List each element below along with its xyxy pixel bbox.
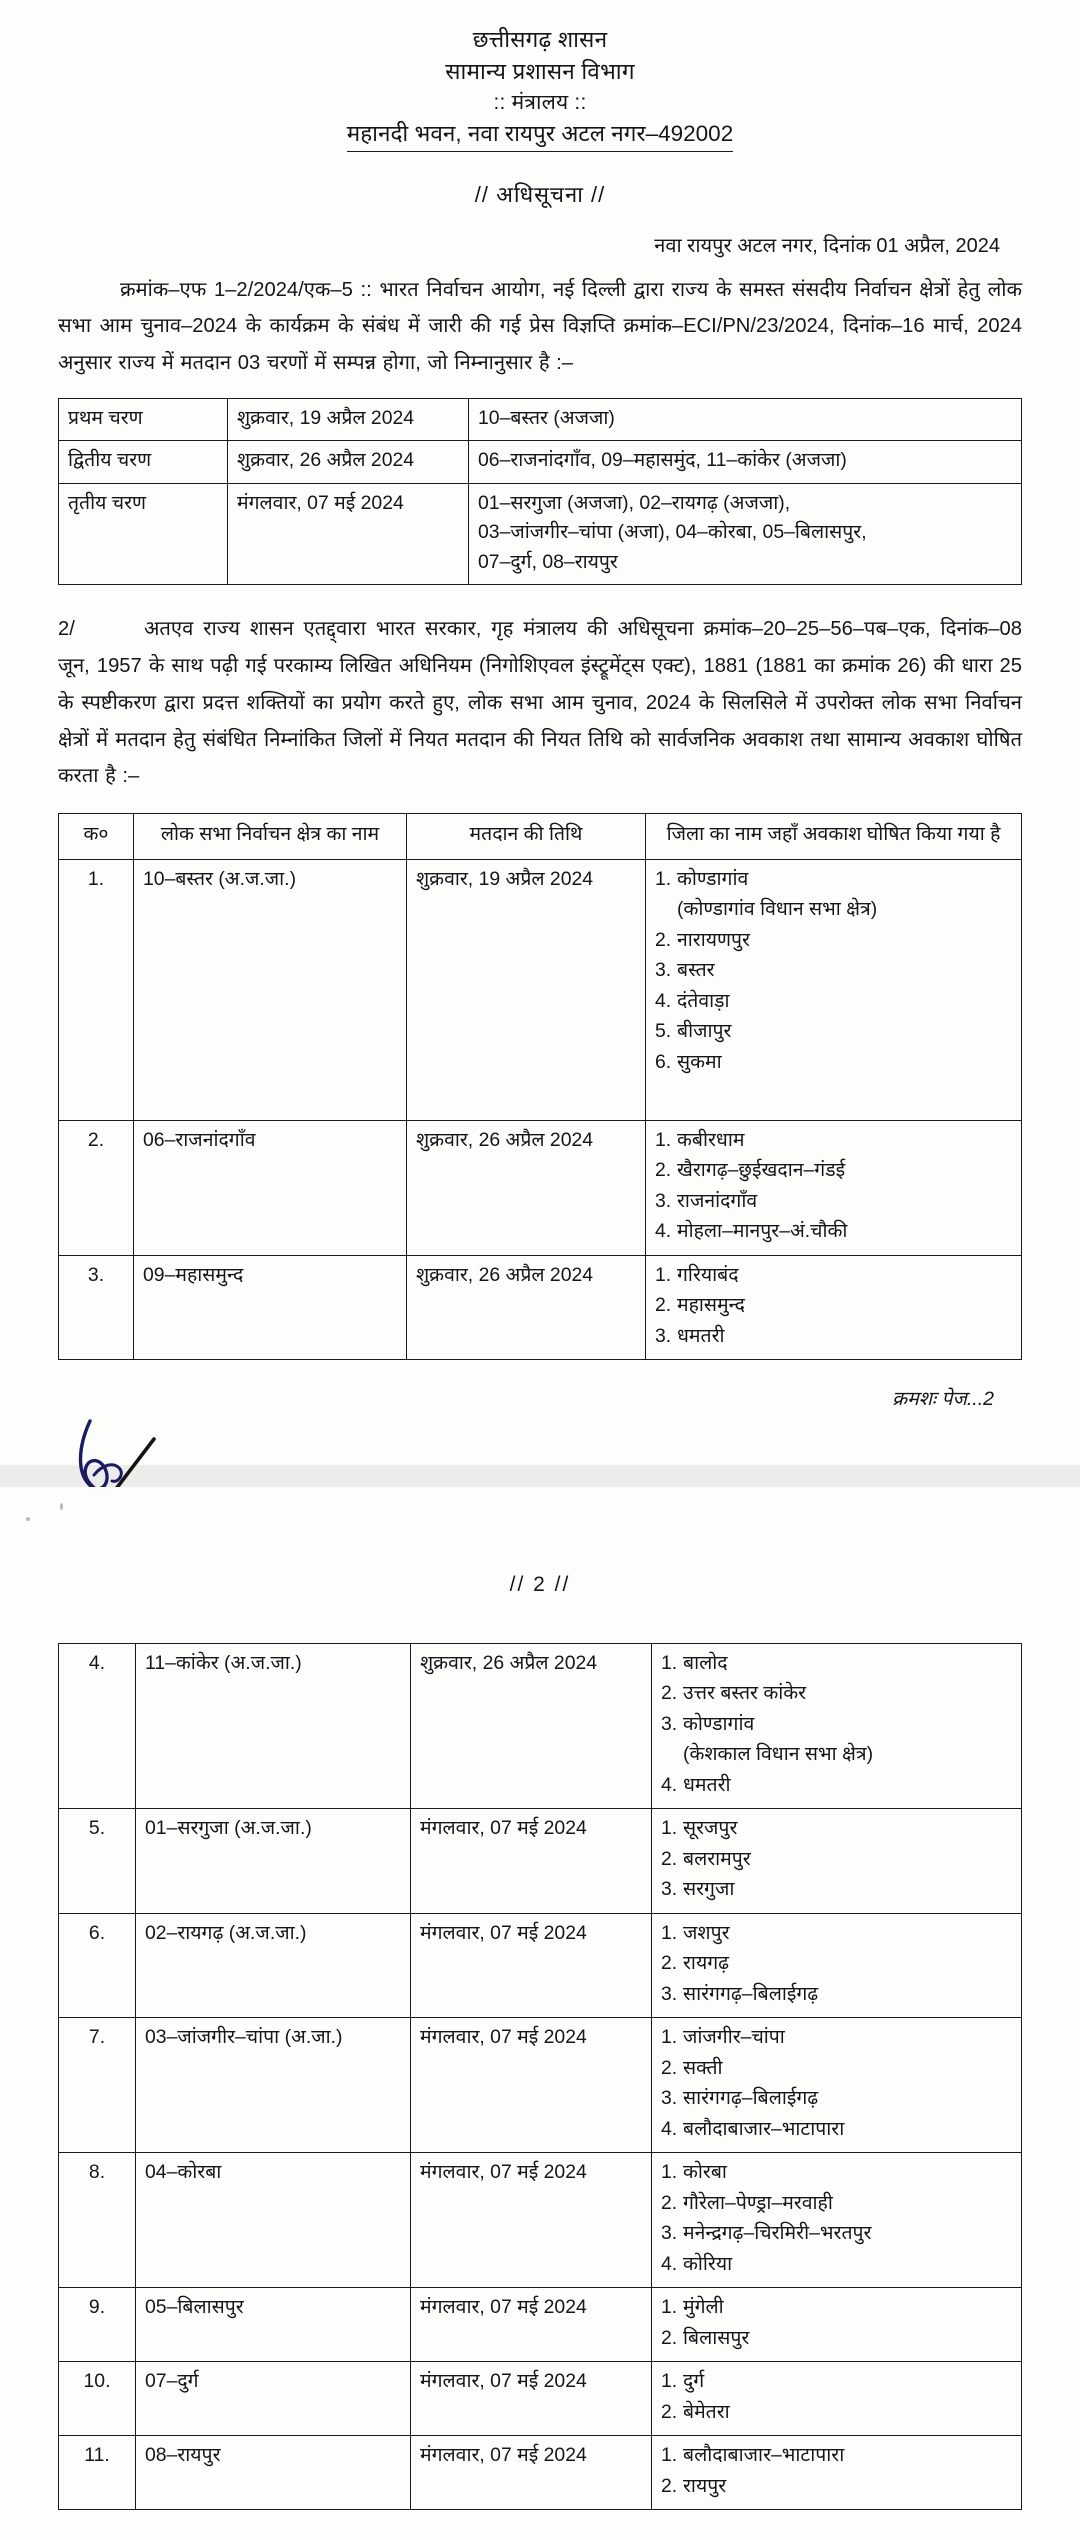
row-constituency: 02–रायगढ़ (अ.ज.जा.) — [136, 1913, 411, 2017]
row-districts — [652, 1644, 1022, 1809]
phase-label: प्रथम चरण — [59, 398, 228, 440]
list-item — [655, 926, 1012, 956]
district-name: खैरागढ़–छुईखदान–गंडई — [677, 1159, 846, 1182]
list-item — [655, 865, 1012, 895]
list-number: 1. — [661, 1817, 678, 1840]
table-row — [59, 2153, 1022, 2288]
list-item — [661, 2189, 1012, 2219]
list-number: 2. — [661, 1682, 678, 1705]
list-number: 2. — [661, 1952, 678, 1975]
table-row — [59, 1913, 1022, 2017]
list-item — [661, 2441, 1012, 2471]
row-sno: 7. — [59, 2018, 136, 2153]
table-header-row — [59, 814, 1022, 859]
district-name: बीजापुर — [677, 1020, 732, 1043]
list-number: 1. — [661, 1921, 678, 1944]
phase-constituencies — [469, 398, 1022, 440]
district-name: सक्ती — [683, 2056, 723, 2079]
district-name: कोरिया — [683, 2252, 733, 2275]
holiday-table-page1 — [58, 813, 1022, 1360]
document-page-2 — [0, 1487, 1080, 2540]
list-number: 4. — [655, 989, 672, 1012]
row-constituency: 07–दुर्ग — [136, 2362, 411, 2436]
district-name: दुर्ग — [683, 2370, 705, 2393]
phase-date: शुक्रवार, 19 अप्रैल 2024 — [228, 398, 469, 440]
district-name: सुकमा — [677, 1050, 722, 1073]
list-item — [661, 2084, 1012, 2114]
row-constituency: 03–जांजगीर–चांपा (अ.जा.) — [136, 2018, 411, 2153]
district-name: मनेन्द्रगढ़–चिरमिरी–भरतपुर — [683, 2222, 872, 2245]
list-item — [655, 1291, 1012, 1321]
government-name: छत्तीसगढ़ शासन — [472, 27, 608, 52]
list-item — [661, 1679, 1012, 1709]
district-name: नारायणपुर — [677, 928, 750, 951]
row-poll-date: मंगलवार, 07 मई 2024 — [411, 2362, 652, 2436]
list-number: 2. — [655, 928, 672, 951]
list-number: 4. — [655, 1220, 672, 1243]
phase-label: तृतीय चरण — [59, 483, 228, 584]
district-list — [661, 2441, 1012, 2502]
row-constituency: 10–बस्तर (अ.ज.जा.) — [134, 859, 407, 1120]
row-constituency: 05–बिलासपुर — [136, 2288, 411, 2362]
scan-speck — [60, 1503, 63, 1510]
row-constituency: 08–रायपुर — [136, 2436, 411, 2510]
list-item — [655, 1048, 1012, 1078]
list-item — [661, 1649, 1012, 1679]
list-number: 3. — [655, 959, 672, 982]
list-item — [661, 2219, 1012, 2249]
district-list — [661, 1649, 1012, 1801]
district-name: बलौदाबाजार–भाटापारा — [683, 2117, 845, 2140]
row-sno: 11. — [59, 2436, 136, 2510]
list-item — [655, 956, 1012, 986]
list-number: 2. — [661, 2056, 678, 2079]
list-number: 1. — [655, 1128, 672, 1151]
row-poll-date: मंगलवार, 07 मई 2024 — [411, 2153, 652, 2288]
row-sno: 10. — [59, 2362, 136, 2436]
district-list — [661, 2023, 1012, 2145]
list-number: 1. — [661, 2370, 678, 2393]
list-item — [661, 2115, 1012, 2145]
list-item — [661, 2054, 1012, 2084]
district-name: राजनांदगॉंव — [677, 1189, 758, 1212]
column-header-districts: जिला का नाम जहॉं अवकाश घोषित किया गया है — [646, 814, 1022, 859]
row-sno: 9. — [59, 2288, 136, 2362]
list-item — [661, 1710, 1012, 1740]
list-number: 2. — [661, 2474, 678, 2497]
list-item — [655, 987, 1012, 1017]
list-item — [661, 1980, 1012, 2010]
row-constituency: 11–कांकेर (अ.ज.जा.) — [136, 1644, 411, 1809]
paragraph-2-wrapper — [58, 611, 1022, 795]
district-name: मोहला–मानपुर–अं.चौकी — [677, 1220, 848, 1243]
row-sno: 2. — [59, 1120, 134, 1255]
district-name: सूरजपुर — [683, 1817, 738, 1840]
row-sno: 6. — [59, 1913, 136, 2017]
list-number: 1. — [661, 2161, 678, 2184]
row-poll-date: मंगलवार, 07 मई 2024 — [411, 2288, 652, 2362]
district-name: बलौदाबाजार–भाटापारा — [683, 2444, 845, 2467]
list-number: 2. — [661, 2326, 678, 2349]
district-name: जशपुर — [683, 1921, 730, 1944]
list-number: 5. — [655, 1020, 672, 1043]
list-item — [655, 1217, 1012, 1247]
list-number: 1. — [655, 867, 672, 890]
district-list — [655, 1261, 1012, 1352]
table-row — [59, 1120, 1022, 1255]
list-number: 2. — [655, 1159, 672, 1182]
notification-title: // अधिसूचना // — [474, 181, 606, 207]
row-districts — [646, 859, 1022, 1120]
phase-date: शुक्रवार, 26 अप्रैल 2024 — [228, 441, 469, 483]
district-name: बालोद — [683, 1652, 728, 1674]
district-list — [661, 1919, 1012, 2010]
district-name: कोरबा — [683, 2161, 727, 2184]
row-constituency: 01–सरगुजा (अ.ज.जा.) — [136, 1809, 411, 1913]
paragraph-1: क्रमांक–एफ 1–2/2024/एक–5 :: भारत निर्वाचन आयोग, नई दिल्ली द्वारा राज्य के समस्त संसदीय निर्वाचन क्षेत्रों हेतु लोक सभा आम चुनाव–2024 के कार्यक्रम के संबंध में जारी की गई प्रेस विज्ञप्ति क्रमांक–ECI/PN/23/2024, दिनांक–16 मार्च, 2024 अनुसार राज्य में मतदान 03 चरणों में सम्पन्न होगा, जो निम्नानुसार है :– — [58, 278, 1022, 375]
district-name: कोण्डागांव — [677, 867, 749, 890]
district-list — [655, 865, 1012, 1078]
district-name: बिलासपुर — [683, 2326, 750, 2349]
list-number: 4. — [661, 1773, 678, 1796]
holiday-table-body — [59, 1644, 1022, 2510]
row-sno: 4. — [59, 1644, 136, 1809]
district-name: रायपुर — [683, 2474, 727, 2497]
list-number: 3. — [655, 1189, 672, 1212]
list-number: 4. — [661, 2117, 678, 2140]
district-name: बेमेतरा — [683, 2400, 730, 2423]
row-poll-date: मंगलवार, 07 मई 2024 — [411, 1809, 652, 1913]
list-number: 1. — [661, 2026, 678, 2049]
column-header-poll-date: मतदान की तिथि — [407, 814, 646, 859]
constituency-line: 10–बस्तर (अजजा) — [478, 406, 615, 429]
list-item — [661, 1814, 1012, 1844]
list-number: 2. — [661, 1847, 678, 1870]
district-name: सरगुजा — [683, 1878, 735, 1901]
list-item — [661, 1949, 1012, 1979]
table-row — [59, 1809, 1022, 1913]
row-districts — [652, 2288, 1022, 2362]
holiday-table-page2 — [58, 1643, 1022, 2510]
district-name: महासमुन्द — [677, 1294, 745, 1317]
table-row — [59, 859, 1022, 1120]
scan-speck — [26, 1517, 30, 1521]
list-item — [655, 1126, 1012, 1156]
list-item-sub: (केशकाल विधान सभा क्षेत्र) — [683, 1743, 874, 1766]
row-constituency: 09–महासमुन्द — [134, 1255, 407, 1359]
list-item — [661, 1771, 1012, 1801]
row-poll-date: मंगलवार, 07 मई 2024 — [411, 1913, 652, 2017]
list-number: 1. — [655, 1263, 672, 1286]
constituency-line: 07–दुर्ग, 08–रायपुर — [478, 550, 618, 573]
row-sno: 8. — [59, 2153, 136, 2288]
row-districts — [646, 1255, 1022, 1359]
district-name: धमतरी — [683, 1773, 731, 1796]
list-number: 1. — [661, 2444, 678, 2467]
constituency-line: 03–जांजगीर–चांपा (अजा), 04–कोरबा, 05–बिलासपुर, — [478, 521, 867, 544]
phase-label: द्वितीय चरण — [59, 441, 228, 483]
district-name: धमतरी — [677, 1324, 725, 1347]
table-row — [59, 398, 1022, 440]
constituency-line: 01–सरगुजा (अजजा), 02–रायगढ़ (अजजा), — [478, 491, 791, 514]
phase-schedule-table — [58, 398, 1022, 585]
list-item — [655, 1017, 1012, 1047]
district-name: रायगढ़ — [683, 1952, 730, 1975]
table-row — [59, 2436, 1022, 2510]
list-number: 3. — [661, 1982, 678, 2005]
list-number: 3. — [661, 1878, 678, 1901]
district-name: गौरेला–पेण्ड्रा–मरवाही — [683, 2191, 833, 2214]
district-list — [661, 1814, 1012, 1905]
list-item — [661, 2398, 1012, 2428]
row-poll-date: मंगलवार, 07 मई 2024 — [411, 2436, 652, 2510]
list-item — [661, 1845, 1012, 1875]
list-number: 4. — [661, 2252, 678, 2275]
district-list — [655, 1126, 1012, 1248]
list-item — [661, 2250, 1012, 2280]
column-header-constituency: लोक सभा निर्वाचन क्षेत्र का नाम — [134, 814, 407, 859]
list-number: 3. — [661, 1712, 678, 1735]
list-number: 2. — [661, 2191, 678, 2214]
list-item — [661, 1919, 1012, 1949]
list-number: 3. — [661, 2087, 678, 2110]
district-list — [661, 2367, 1012, 2428]
paragraph-2-number: 2/ — [58, 618, 75, 641]
row-districts — [652, 2153, 1022, 2288]
holiday-table-body — [59, 859, 1022, 1359]
table-row — [59, 1644, 1022, 1809]
row-poll-date: शुक्रवार, 26 अप्रैल 2024 — [411, 1644, 652, 1809]
list-number: 2. — [655, 1294, 672, 1317]
row-districts — [652, 1809, 1022, 1913]
row-districts — [652, 2018, 1022, 2153]
district-name: दंतेवाड़ा — [677, 989, 730, 1012]
district-name: कोण्डागांव — [683, 1712, 755, 1735]
district-name: गरियाबंद — [677, 1263, 739, 1286]
row-sno: 5. — [59, 1809, 136, 1913]
row-constituency: 04–कोरबा — [136, 2153, 411, 2288]
department-name: सामान्य प्रशासन विभाग — [445, 58, 635, 84]
document-header — [58, 24, 1022, 152]
row-districts — [652, 2362, 1022, 2436]
row-poll-date: शुक्रवार, 19 अप्रैल 2024 — [407, 859, 646, 1120]
list-number: 1. — [661, 2296, 678, 2319]
list-item — [661, 2324, 1012, 2354]
district-name: सारंगगढ़–बिलाईगढ़ — [683, 2087, 819, 2110]
district-name: उत्तर बस्तर कांकेर — [683, 1682, 807, 1705]
list-item — [661, 2158, 1012, 2188]
table-row — [59, 2362, 1022, 2436]
ministry-name: :: मंत्रालय :: — [493, 90, 587, 114]
phase-date: मंगलवार, 07 मई 2024 — [228, 483, 469, 584]
district-name: मुंगेली — [683, 2296, 724, 2319]
table-row — [59, 1255, 1022, 1359]
district-name: जांजगीर–चांपा — [683, 2026, 785, 2049]
list-item — [661, 2472, 1012, 2502]
district-list — [661, 2293, 1012, 2354]
page-number-marker: // 2 // — [509, 1573, 571, 1596]
list-item — [655, 1322, 1012, 1352]
list-item — [661, 2367, 1012, 2397]
office-address: महानदी भवन, नवा रायपुर अटल नगर–492002 — [347, 118, 733, 152]
paragraph-2-text: अतएव राज्य शासन एतद्द्वारा भारत सरकार, गृह मंत्रालय की अधिसूचना क्रमांक–20–25–56–पब–एक, दिनांक–08 जून, 1957 के साथ पढ़ी गई परकाम्य लिखित अधिनियम (निगोशिएवल इंस्ट्रूमेंट्स एक्ट), 1881 (1881 का क्रमांक 26) की धारा 25 के स्पष्टीकरण द्वारा प्रदत्त शक्तियों का प्रयोग करते हुए, लोक सभा आम चुनाव, 2024 के सिलसिले में उपरोक्त लोक सभा निर्वाचन क्षेत्रों में मतदान हेतु संबंधित निम्नांकित जिलों में नियत मतदान की नियत तिथि को सार्वजनिक अवकाश तथा सामान्य अवकाश घोषित करता है :– — [58, 618, 1022, 788]
row-districts — [652, 2436, 1022, 2510]
row-poll-date: शुक्रवार, 26 अप्रैल 2024 — [407, 1120, 646, 1255]
row-constituency: 06–राजनांदगॉंव — [134, 1120, 407, 1255]
list-item-sub: (कोण्डागांव विधान सभा क्षेत्र) — [677, 898, 878, 921]
row-districts — [652, 1913, 1022, 2017]
district-list — [661, 2158, 1012, 2280]
table-row — [59, 483, 1022, 584]
list-number: 2. — [661, 2400, 678, 2423]
list-item — [655, 1261, 1012, 1291]
phase-constituencies — [469, 483, 1022, 584]
district-name: बलरामपुर — [683, 1847, 751, 1870]
phase-constituencies — [469, 441, 1022, 483]
table-row — [59, 441, 1022, 483]
district-name: सारंगगढ़–बिलाईगढ़ — [683, 1982, 819, 2005]
row-districts — [646, 1120, 1022, 1255]
list-number: 1. — [661, 1652, 678, 1674]
list-number: 3. — [655, 1324, 672, 1347]
row-sno: 3. — [59, 1255, 134, 1359]
row-poll-date: मंगलवार, 07 मई 2024 — [411, 2018, 652, 2153]
column-header-sno: क० — [59, 814, 134, 859]
table-row — [59, 2288, 1022, 2362]
list-item — [661, 1875, 1012, 1905]
list-item — [655, 1156, 1012, 1186]
row-sno: 1. — [59, 859, 134, 1120]
constituency-line: 06–राजनांदगॉंव, 09–महासमुंद, 11–कांकेर (अजजा) — [478, 449, 847, 472]
list-number: 6. — [655, 1050, 672, 1073]
phase-table-body — [59, 398, 1022, 584]
list-item — [661, 2023, 1012, 2053]
district-name: कबीरधाम — [677, 1128, 745, 1151]
district-name: बस्तर — [677, 959, 715, 982]
table-row — [59, 2018, 1022, 2153]
holiday-table-head — [59, 814, 1022, 859]
list-item — [655, 1187, 1012, 1217]
continued-page-note: क्रमशः पेज...2 — [892, 1388, 994, 1411]
list-item — [661, 2293, 1012, 2323]
notification-place-date: नवा रायपुर अटल नगर, दिनांक 01 अप्रैल, 2024 — [654, 234, 1000, 257]
list-number: 3. — [661, 2222, 678, 2245]
row-poll-date: शुक्रवार, 26 अप्रैल 2024 — [407, 1255, 646, 1359]
